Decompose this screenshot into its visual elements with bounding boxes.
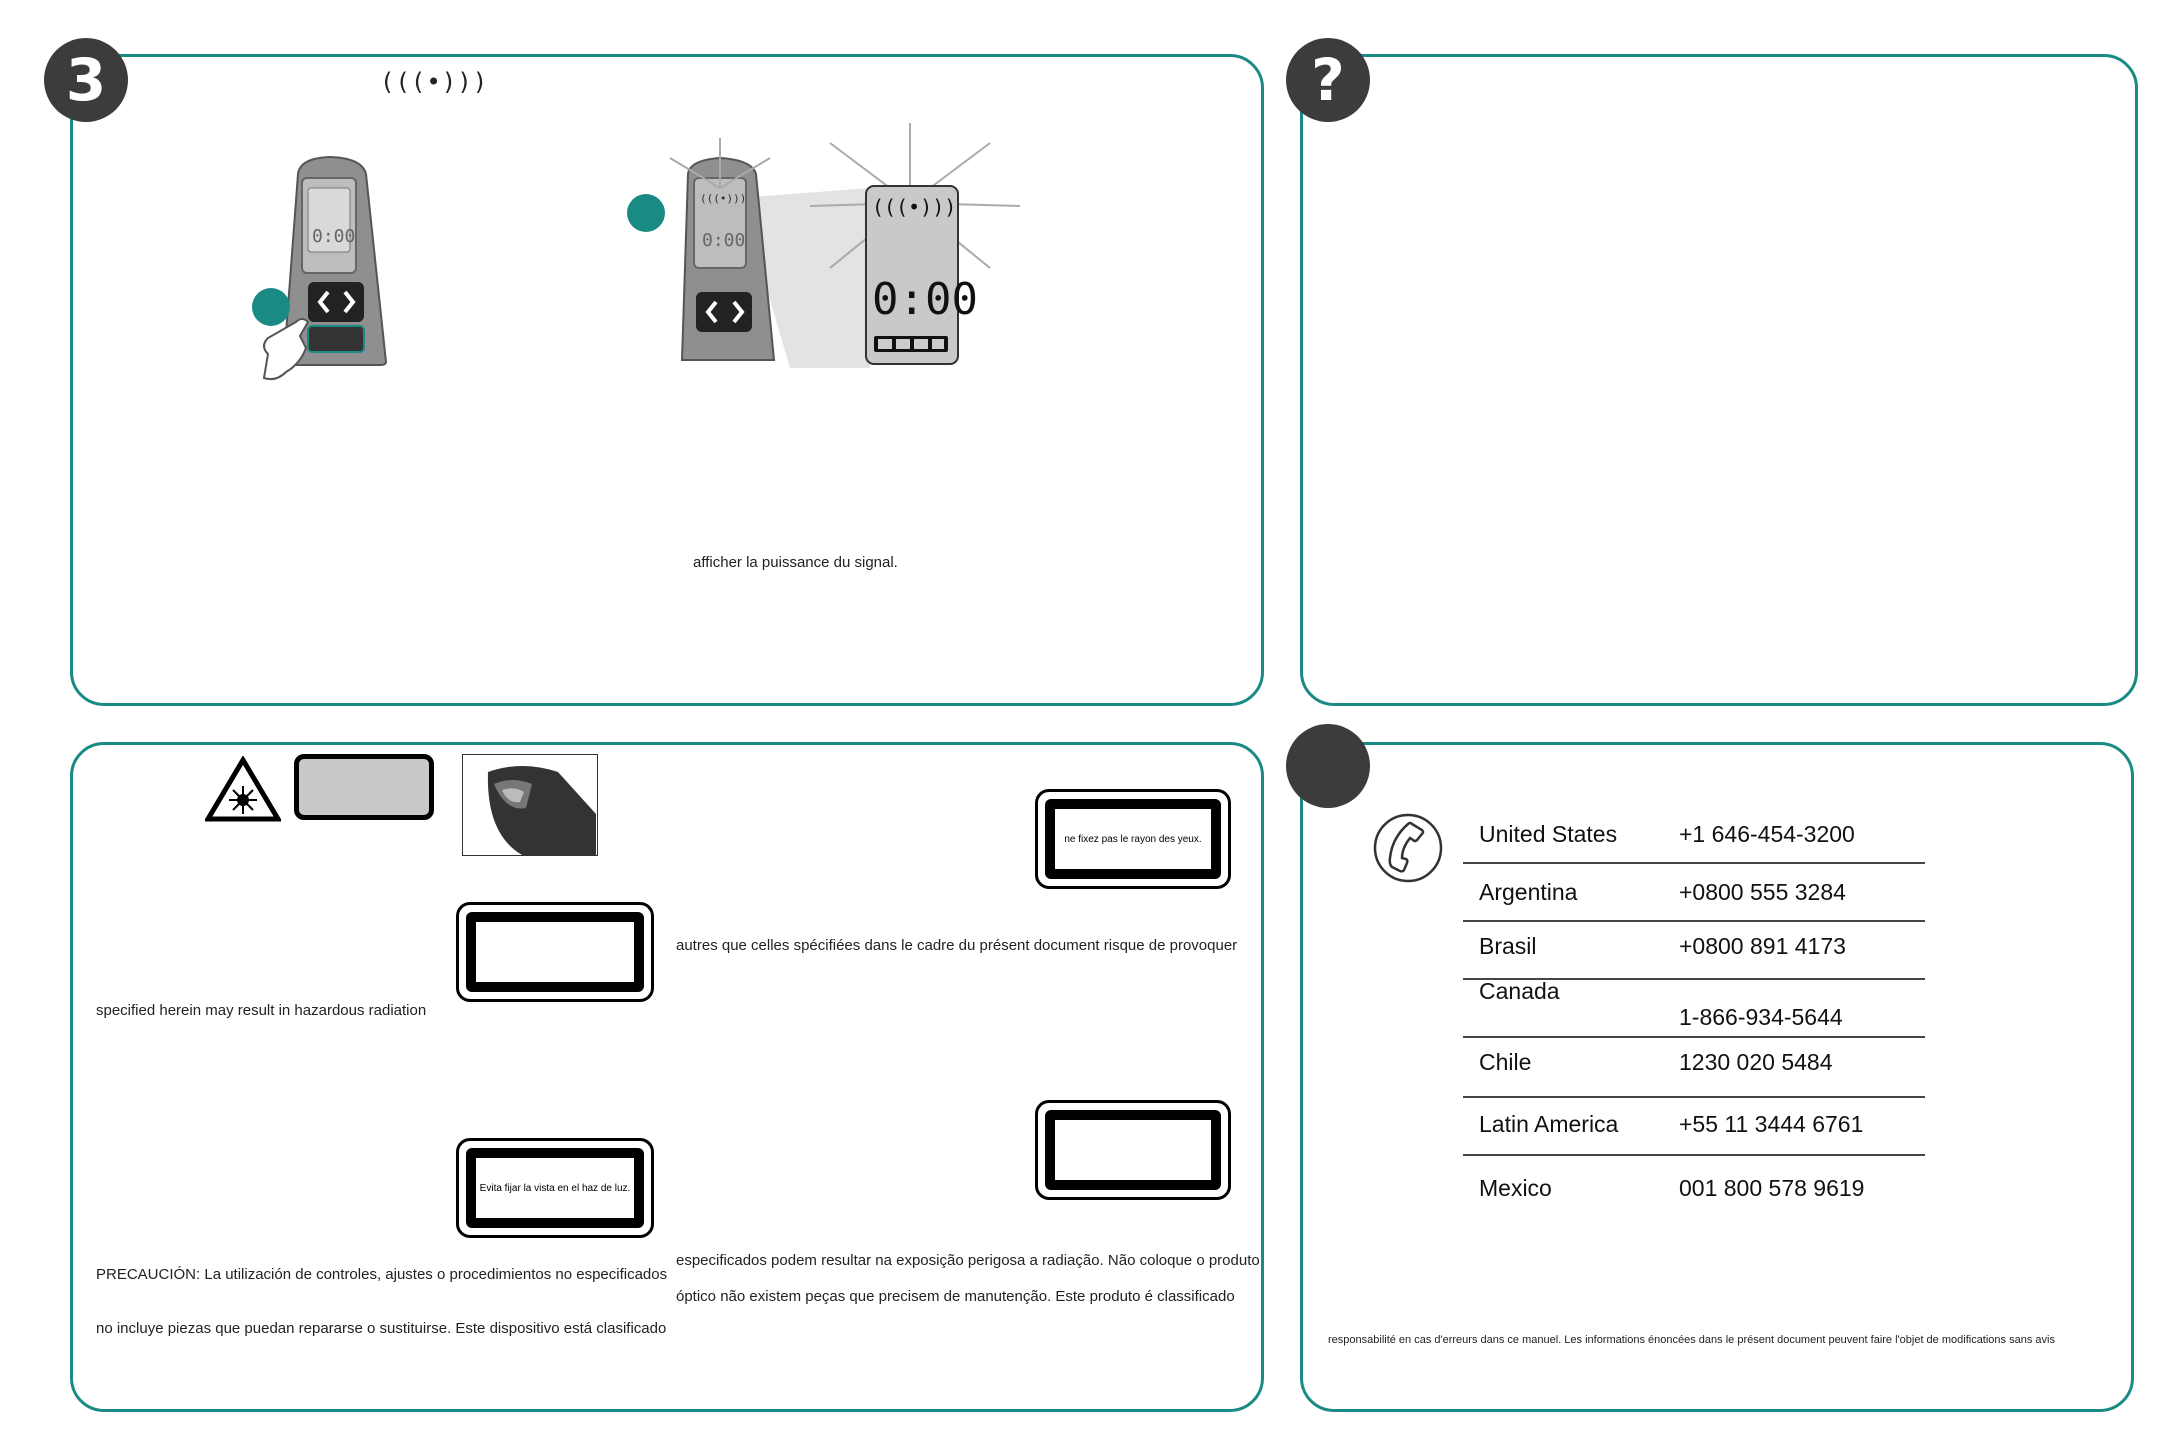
safety-text-fr: autres que celles spécifiées dans le cadre du présent document risque de provoquer	[676, 937, 1238, 954]
step-marker-a	[252, 288, 290, 326]
contact-country: Latin America	[1479, 1110, 1619, 1137]
warning-label-fr-text: ne fixez pas le rayon des yeux.	[1045, 799, 1221, 879]
svg-text:(((•))): (((•)))	[700, 192, 747, 205]
contact-country: Canada	[1479, 978, 1560, 1004]
contact-row	[1463, 806, 1925, 862]
contact-country: United States	[1479, 820, 1618, 847]
contact-phone: 1-866-934-5644	[1679, 1004, 1843, 1030]
svg-text:(((•))): (((•)))	[872, 195, 957, 219]
contact-disclaimer: responsabilité en cas d'erreurs dans ce manuel. Les informations énoncées dans le présent document peuvent faire l'objet de modifications sans avis	[1328, 1334, 2055, 1346]
contact-row	[1463, 864, 1925, 920]
safety-text-es-1: PRECAUCIÓN: La utilización de controles, ajustes o procedimientos no especificados	[96, 1266, 668, 1283]
laser-warning-icon	[205, 756, 281, 822]
warning-label-pt	[1035, 1100, 1231, 1200]
contact-divider	[1463, 1154, 1925, 1156]
contact-phone: +1 646-454-3200	[1679, 820, 1855, 847]
lcd-small-right: 0:00	[702, 230, 746, 251]
contact-phone: 001 800 578 9619	[1679, 1174, 1865, 1201]
contact-badge	[1286, 724, 1370, 808]
contact-row	[1463, 1034, 1925, 1090]
help-badge: ?	[1286, 38, 1370, 122]
contact-row	[1463, 918, 1925, 974]
phone-icon	[1372, 812, 1444, 884]
warning-label-fr	[1035, 789, 1231, 889]
lcd-small-left: 0:00	[312, 226, 356, 247]
safety-text-pt-1: especificados podem resultar na exposição perigosa a radiação. Não coloque o produto	[676, 1252, 1260, 1269]
presenter-illustration-left	[240, 150, 400, 395]
warning-label-es-text: Evita fijar la vista en el haz de luz.	[466, 1148, 644, 1228]
contact-country: Mexico	[1479, 1174, 1552, 1201]
contact-country: Argentina	[1479, 878, 1578, 905]
lcd-big-time: 0:00	[872, 274, 978, 325]
help-panel	[1300, 54, 2138, 706]
contact-row	[1463, 1096, 1925, 1152]
contact-row	[1463, 976, 1925, 1032]
safety-text-pt-2: óptico não existem peças que precisem de manutenção. Este produto é classificado	[676, 1288, 1235, 1305]
warning-label-es	[456, 1138, 654, 1238]
safety-text-en: specified herein may result in hazardous radiation	[96, 1002, 427, 1019]
signal-strength-icon: (((•)))	[380, 68, 489, 96]
presenter-illustration-right	[660, 118, 1040, 393]
contact-phone: +0800 555 3284	[1679, 878, 1846, 905]
contact-phone: +0800 891 4173	[1679, 932, 1846, 959]
contact-country: Brasil	[1479, 932, 1537, 959]
step3-badge: 3	[44, 38, 128, 122]
contact-phone: +55 11 3444 6761	[1679, 1110, 1864, 1137]
warning-label-en	[456, 902, 654, 1002]
contact-phone: 1230 020 5484	[1679, 1048, 1833, 1075]
contact-country: Chile	[1479, 1048, 1532, 1075]
safety-text-es-2: no incluye piezas que puedan repararse o sustituirse. Este dispositivo está clasificado	[96, 1320, 667, 1337]
step3-caption: afficher la puissance du signal.	[693, 554, 898, 571]
laser-aperture-photo	[462, 754, 598, 856]
contact-row	[1463, 1160, 1925, 1216]
laser-class-label	[294, 754, 434, 820]
step-marker-b	[627, 194, 665, 232]
